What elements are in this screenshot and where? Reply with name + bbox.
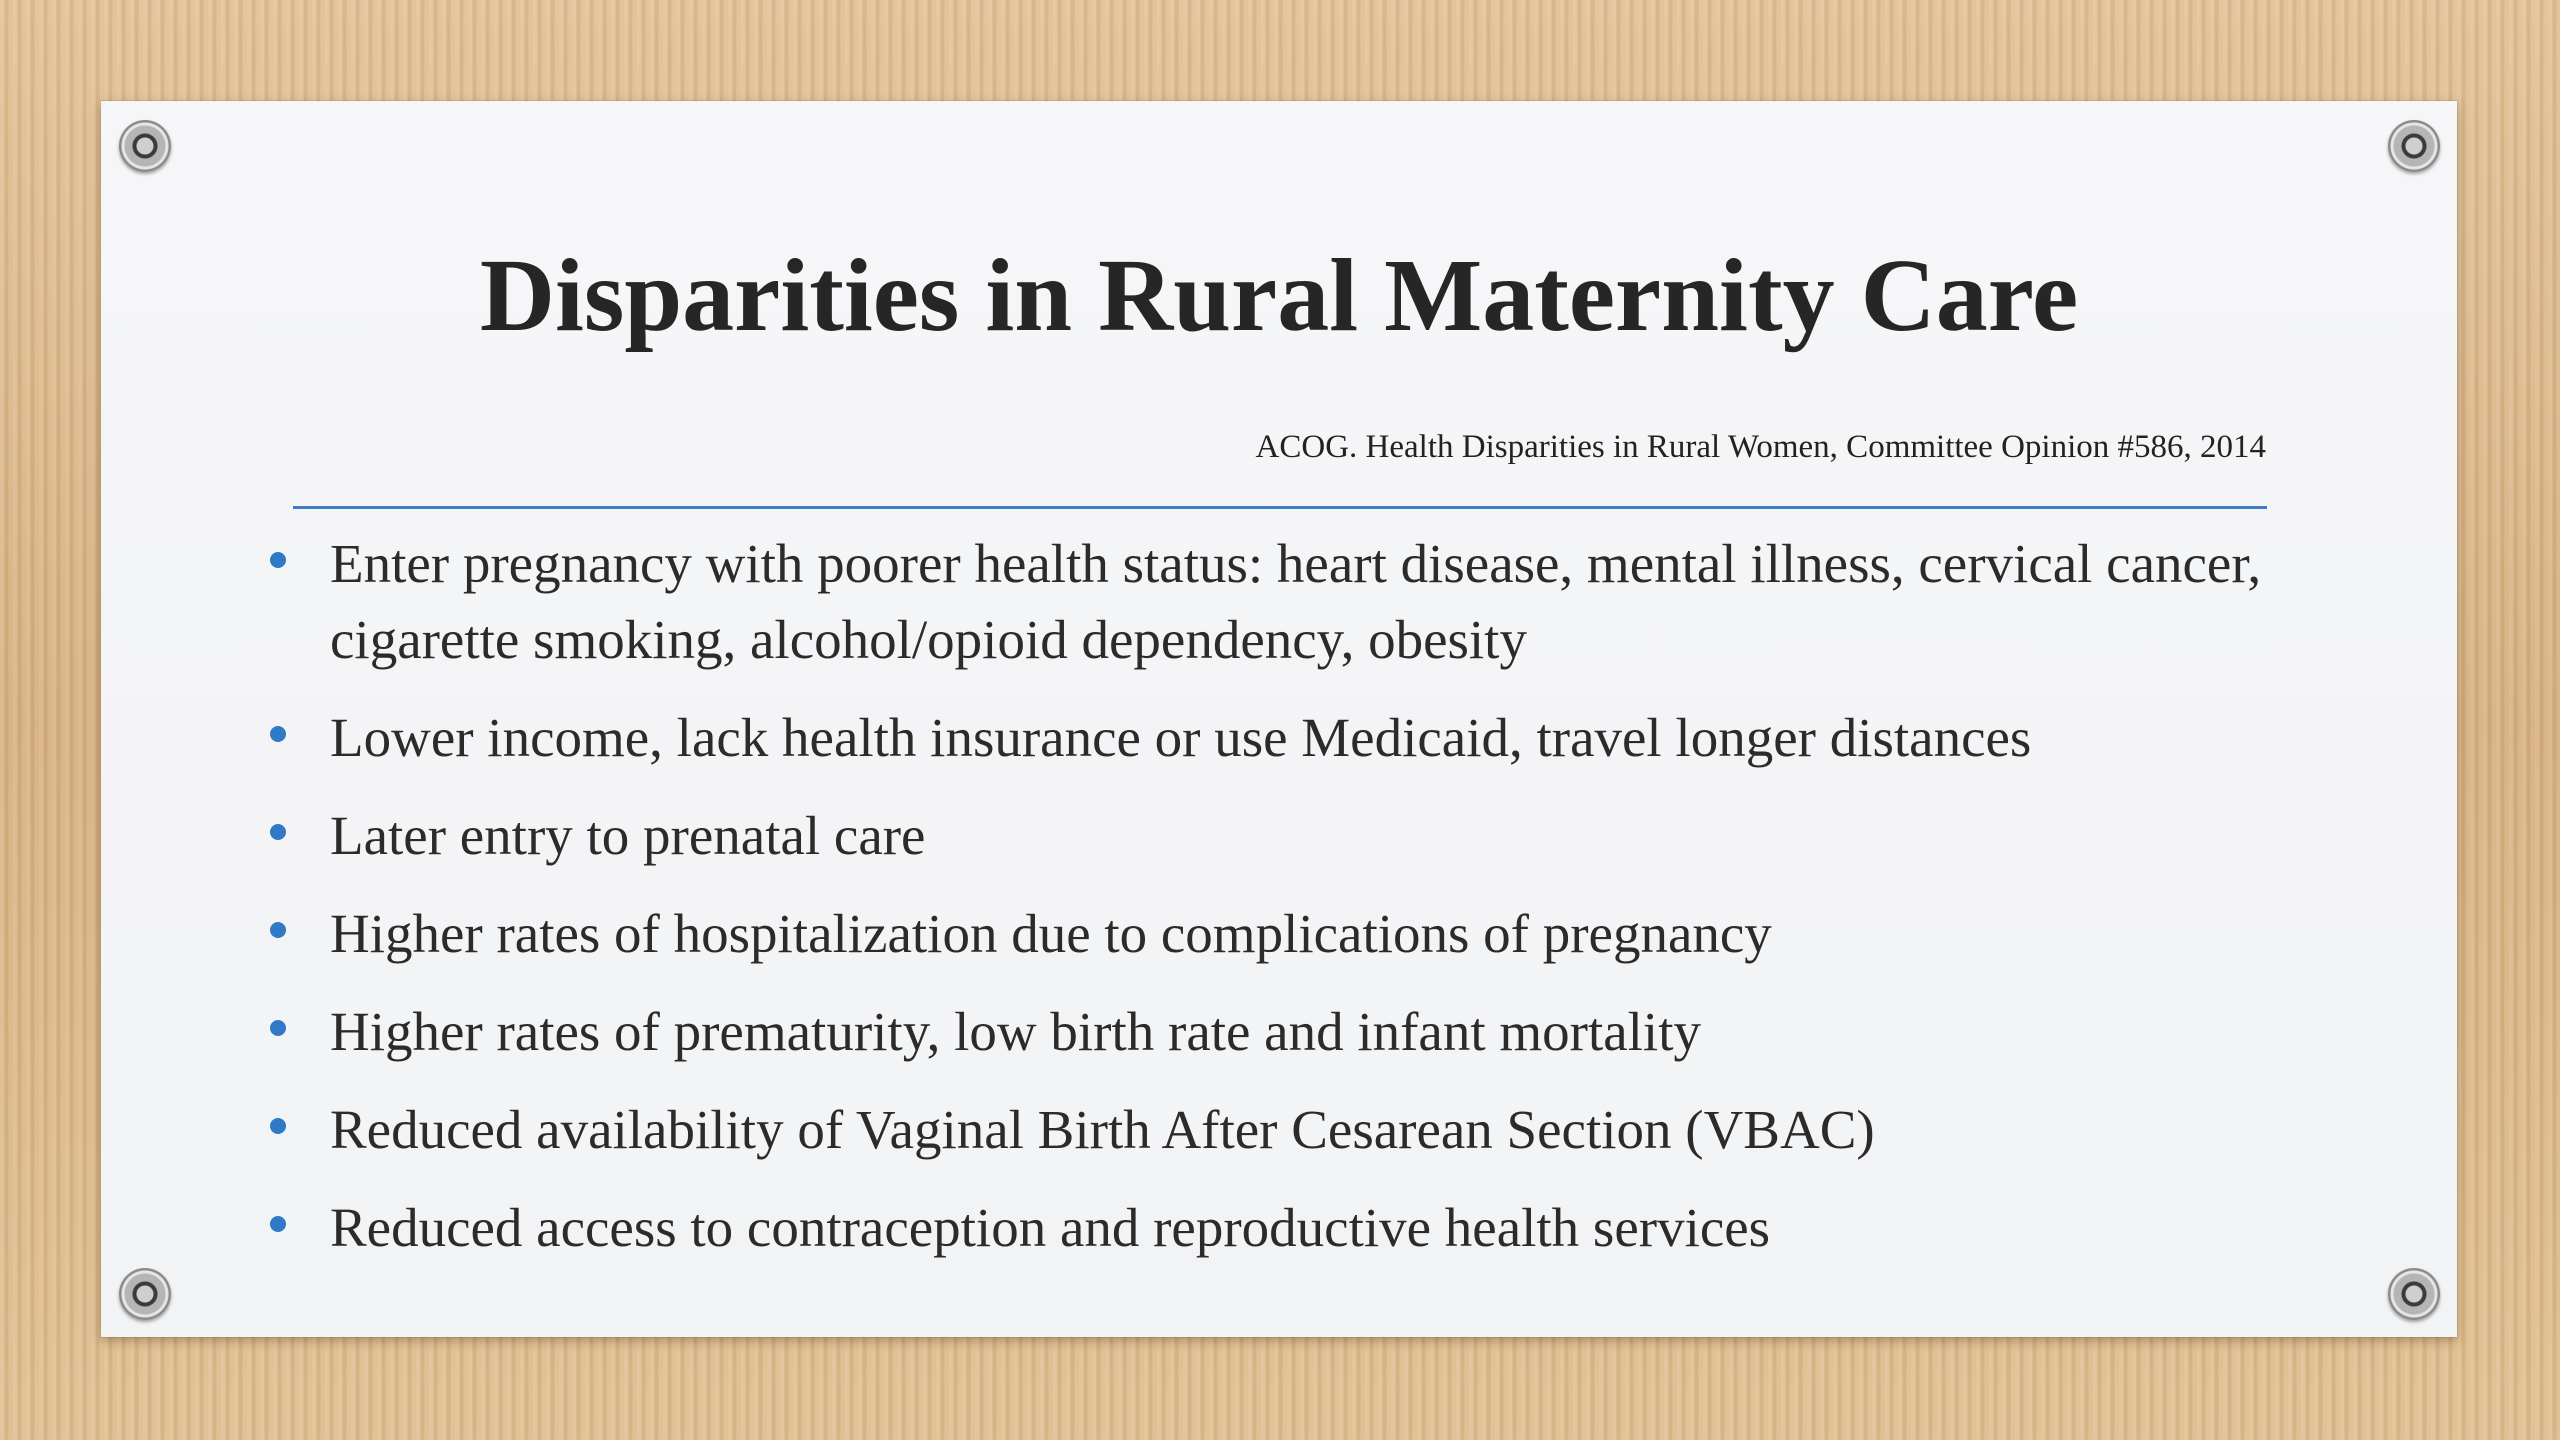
citation: ACOG. Health Disparities in Rural Women, Committee Opinion #586, 2014 <box>1255 429 2266 465</box>
bullet-text: Lower income, lack health insurance or use Medicaid, travel longer distances <box>330 707 2032 768</box>
bullet-list <box>270 526 2420 1288</box>
bullet-text: Reduced availability of Vaginal Birth After Cesarean Section (VBAC) <box>330 1099 1875 1160</box>
rivet-icon <box>119 120 171 172</box>
slide-title: Disparities in Rural Maternity Care <box>479 238 2079 353</box>
bullet-item <box>270 526 2420 678</box>
bullet-text: Enter pregnancy with poorer health status: heart disease, mental illness, cervical cancer, cigarette smoking, alcohol/opioid dependency, obesity <box>330 533 2262 670</box>
bullet-item <box>270 994 2420 1070</box>
rivet-icon <box>2388 120 2440 172</box>
slide-board <box>101 101 2457 1337</box>
bullet-dot-icon <box>270 1020 286 1036</box>
bullet-text: Higher rates of prematurity, low birth rate and infant mortality <box>330 1001 1701 1062</box>
bullet-item <box>270 896 2420 972</box>
bullet-dot-icon <box>270 1118 286 1134</box>
divider-line <box>293 506 2267 509</box>
rivet-icon <box>119 1268 171 1320</box>
bullet-dot-icon <box>270 824 286 840</box>
bullet-item <box>270 798 2420 874</box>
bullet-item <box>270 700 2420 776</box>
bullet-text: Reduced access to contraception and reproductive health services <box>330 1197 1771 1258</box>
bullet-text: Higher rates of hospitalization due to complications of pregnancy <box>330 903 1772 964</box>
bullet-dot-icon <box>270 726 286 742</box>
bullet-dot-icon <box>270 552 286 568</box>
bullet-item <box>270 1190 2420 1266</box>
bullet-text: Later entry to prenatal care <box>330 805 926 866</box>
bullet-dot-icon <box>270 922 286 938</box>
bullet-item <box>270 1092 2420 1168</box>
bullet-dot-icon <box>270 1216 286 1232</box>
